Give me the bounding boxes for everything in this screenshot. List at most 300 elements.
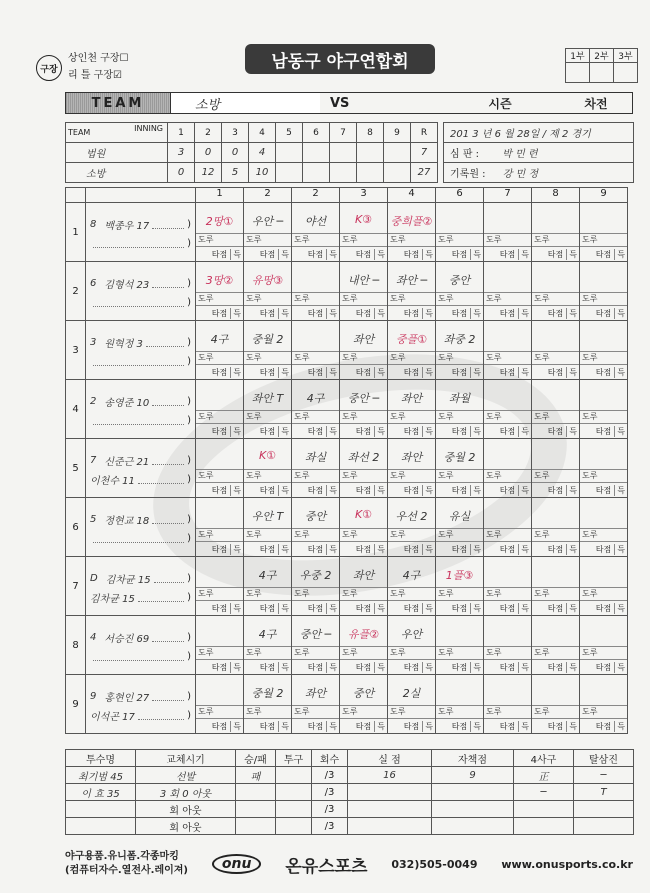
steal-label: 도루 bbox=[436, 410, 483, 423]
pitcher-er[interactable]: 9 bbox=[432, 767, 514, 784]
footer-url[interactable]: www.onusports.co.kr bbox=[501, 857, 633, 871]
at-bat-cell[interactable] bbox=[580, 557, 628, 616]
at-bat-cell[interactable] bbox=[484, 675, 532, 734]
score-cell[interactable]: 0 bbox=[222, 143, 249, 163]
score-label: 득 bbox=[374, 544, 385, 555]
player-position: 5 bbox=[90, 514, 97, 525]
grid-corner bbox=[66, 188, 86, 203]
at-bat-result: 2땅① bbox=[205, 215, 234, 228]
score-label: 득 bbox=[518, 485, 529, 496]
inning-col-3: 3 bbox=[222, 123, 249, 143]
rbi-label: 타점 bbox=[595, 426, 612, 436]
player-cell[interactable] bbox=[86, 321, 196, 380]
at-bat-cell[interactable] bbox=[532, 557, 580, 616]
at-bat-cell[interactable] bbox=[436, 439, 484, 498]
player-position: 8 bbox=[90, 219, 97, 230]
inning-col-6: 6 bbox=[303, 123, 330, 143]
rbi-label: 타점 bbox=[451, 603, 468, 613]
rbi-row bbox=[196, 305, 243, 320]
steal-label: 도루 bbox=[388, 233, 435, 246]
pitcher-pitches[interactable] bbox=[276, 767, 312, 784]
at-bat-cell[interactable] bbox=[580, 380, 628, 439]
pitcher-when[interactable]: 회 아웃 bbox=[136, 801, 236, 818]
pitcher-ip[interactable]: /3 bbox=[312, 818, 348, 835]
score-label: 득 bbox=[278, 426, 289, 437]
at-bat-cell[interactable] bbox=[244, 262, 292, 321]
score-cell[interactable] bbox=[357, 143, 384, 163]
steal-label: 도루 bbox=[196, 587, 243, 600]
score-cell[interactable] bbox=[357, 163, 384, 183]
pitcher-er[interactable] bbox=[432, 801, 514, 818]
rbi-row bbox=[580, 659, 627, 674]
at-bat-cell[interactable] bbox=[340, 321, 388, 380]
at-bat-result: 1플③ bbox=[445, 569, 474, 582]
score-label: 득 bbox=[326, 485, 337, 496]
at-bat-cell[interactable] bbox=[340, 380, 388, 439]
pitcher-runs[interactable] bbox=[348, 801, 432, 818]
score-cell[interactable] bbox=[384, 163, 411, 183]
score-cell[interactable] bbox=[303, 143, 330, 163]
at-bat-cell[interactable] bbox=[388, 262, 436, 321]
score-cell[interactable] bbox=[276, 163, 303, 183]
score-cell[interactable]: 0 bbox=[195, 143, 222, 163]
rbi-row bbox=[292, 718, 339, 733]
game-date[interactable]: 201 3 년 6 월 28일 / 제 2 경기 bbox=[444, 123, 634, 143]
umpire-field[interactable] bbox=[444, 143, 634, 163]
at-bat-cell[interactable] bbox=[340, 262, 388, 321]
at-bat-result: 좌선 2 bbox=[347, 451, 380, 464]
at-bat-cell[interactable] bbox=[196, 321, 244, 380]
at-bat-cell[interactable] bbox=[532, 380, 580, 439]
score-cell[interactable] bbox=[303, 163, 330, 183]
score-cell[interactable]: 3 bbox=[168, 143, 195, 163]
score-cell[interactable]: 5 bbox=[222, 163, 249, 183]
score-label: 득 bbox=[566, 603, 577, 614]
score-label: 득 bbox=[374, 721, 385, 732]
pitcher-runs[interactable]: 16 bbox=[348, 767, 432, 784]
score-cell[interactable]: 12 bbox=[195, 163, 222, 183]
pitcher-name[interactable]: 최기범 45 bbox=[66, 767, 136, 784]
at-bat-cell[interactable] bbox=[436, 557, 484, 616]
steal-label: 도루 bbox=[340, 705, 387, 718]
at-bat-cell[interactable] bbox=[340, 498, 388, 557]
paren: ) bbox=[187, 573, 191, 584]
pitcher-pitches[interactable] bbox=[276, 784, 312, 801]
score-cell[interactable] bbox=[330, 143, 357, 163]
player-position: 9 bbox=[90, 691, 97, 702]
batting-order: 4 bbox=[66, 380, 86, 439]
at-bat-cell[interactable] bbox=[388, 498, 436, 557]
steal-label: 도루 bbox=[580, 469, 627, 482]
batting-order: 2 bbox=[66, 262, 86, 321]
at-bat-cell[interactable] bbox=[436, 498, 484, 557]
rbi-label: 타점 bbox=[307, 308, 324, 318]
at-bat-cell[interactable] bbox=[244, 439, 292, 498]
at-bat-cell[interactable] bbox=[580, 675, 628, 734]
part-2-box[interactable] bbox=[590, 63, 614, 83]
inning-corner bbox=[66, 123, 168, 143]
at-bat-cell[interactable] bbox=[388, 380, 436, 439]
at-bat-result: 중안 bbox=[304, 510, 327, 523]
at-bat-result: 우중 2 bbox=[299, 569, 332, 582]
rbi-label: 타점 bbox=[403, 662, 420, 672]
recorder-field[interactable] bbox=[444, 163, 634, 183]
pitcher-when[interactable]: 3 회 0 아웃 bbox=[136, 784, 236, 801]
steal-label: 도루 bbox=[436, 528, 483, 541]
at-bat-cell[interactable] bbox=[436, 203, 484, 262]
rbi-row bbox=[580, 482, 627, 497]
at-bat-cell[interactable] bbox=[580, 616, 628, 675]
rbi-row bbox=[580, 423, 627, 438]
steal-label: 도루 bbox=[196, 233, 243, 246]
at-bat-cell[interactable] bbox=[340, 439, 388, 498]
at-bat-cell[interactable] bbox=[436, 321, 484, 380]
score-cell[interactable]: 27 bbox=[411, 163, 438, 183]
at-bat-cell[interactable] bbox=[244, 498, 292, 557]
at-bat-cell[interactable] bbox=[196, 203, 244, 262]
player-cell[interactable] bbox=[86, 439, 196, 498]
score-cell[interactable]: 7 bbox=[411, 143, 438, 163]
at-bat-cell[interactable] bbox=[196, 675, 244, 734]
pitcher-so[interactable]: ─ bbox=[574, 767, 634, 784]
pitching-header: 4사구 bbox=[514, 750, 574, 767]
at-bat-cell[interactable] bbox=[340, 203, 388, 262]
at-bat-cell[interactable] bbox=[436, 380, 484, 439]
at-bat-cell[interactable] bbox=[196, 557, 244, 616]
rbi-label: 타점 bbox=[355, 426, 372, 436]
at-bat-cell[interactable] bbox=[244, 675, 292, 734]
rbi-label: 타점 bbox=[499, 662, 516, 672]
player-position: D bbox=[90, 573, 98, 584]
at-bat-cell[interactable] bbox=[484, 203, 532, 262]
pitcher-pitches[interactable] bbox=[276, 801, 312, 818]
pitcher-wl[interactable]: 패 bbox=[236, 767, 276, 784]
score-cell[interactable] bbox=[330, 163, 357, 183]
part-3-box[interactable] bbox=[614, 63, 638, 83]
at-bat-cell[interactable] bbox=[532, 616, 580, 675]
rbi-row bbox=[436, 659, 483, 674]
at-bat-cell[interactable] bbox=[388, 321, 436, 380]
pitcher-ip[interactable]: /3 bbox=[312, 784, 348, 801]
at-bat-cell[interactable] bbox=[196, 498, 244, 557]
at-bat-cell[interactable] bbox=[292, 203, 340, 262]
steal-label: 도루 bbox=[196, 351, 243, 364]
rbi-row bbox=[196, 423, 243, 438]
pitcher-bb[interactable]: 正 bbox=[514, 767, 574, 784]
steal-label: 도루 bbox=[340, 292, 387, 305]
rbi-row bbox=[340, 423, 387, 438]
steal-label: 도루 bbox=[196, 528, 243, 541]
score-label: 득 bbox=[374, 662, 385, 673]
steal-label: 도루 bbox=[340, 410, 387, 423]
pitching-header: 자책점 bbox=[432, 750, 514, 767]
score-label: 득 bbox=[422, 367, 433, 378]
pitcher-wl[interactable] bbox=[236, 818, 276, 835]
score-team-name: 법원 bbox=[66, 143, 168, 163]
gujang-option-1[interactable]: 상인천 구장☐ bbox=[68, 53, 129, 64]
steal-label: 도루 bbox=[244, 351, 291, 364]
dotted-line bbox=[93, 653, 184, 661]
at-bat-cell[interactable] bbox=[292, 675, 340, 734]
score-label: 득 bbox=[422, 544, 433, 555]
score-cell[interactable] bbox=[384, 143, 411, 163]
score-label: 득 bbox=[566, 662, 577, 673]
rbi-row bbox=[340, 541, 387, 556]
steal-label: 도루 bbox=[196, 705, 243, 718]
at-bat-cell[interactable] bbox=[580, 321, 628, 380]
at-bat-cell[interactable] bbox=[388, 616, 436, 675]
rbi-label: 타점 bbox=[499, 721, 516, 731]
part-2-label: 2부 bbox=[590, 49, 614, 63]
pitcher-wl[interactable] bbox=[236, 784, 276, 801]
at-bat-cell[interactable] bbox=[292, 616, 340, 675]
inning-head: INNING bbox=[134, 124, 163, 133]
steal-label: 도루 bbox=[388, 410, 435, 423]
score-label: 득 bbox=[374, 249, 385, 260]
at-bat-cell[interactable] bbox=[484, 439, 532, 498]
at-bat-cell[interactable] bbox=[340, 675, 388, 734]
rbi-label: 타점 bbox=[307, 426, 324, 436]
rbi-label: 타점 bbox=[499, 367, 516, 377]
score-label: 득 bbox=[422, 249, 433, 260]
at-bat-cell[interactable] bbox=[580, 498, 628, 557]
player-name: 백종우 17 bbox=[104, 221, 150, 232]
pitcher-er[interactable] bbox=[432, 784, 514, 801]
rbi-label: 타점 bbox=[547, 603, 564, 613]
at-bat-cell[interactable] bbox=[244, 203, 292, 262]
rbi-label: 타점 bbox=[499, 544, 516, 554]
rbi-row bbox=[340, 246, 387, 261]
steal-label: 도루 bbox=[244, 292, 291, 305]
player-cell[interactable] bbox=[86, 203, 196, 262]
score-label: 득 bbox=[614, 426, 625, 437]
at-bat-cell[interactable] bbox=[244, 321, 292, 380]
batting-order: 3 bbox=[66, 321, 86, 380]
rbi-row bbox=[532, 659, 579, 674]
pitcher-name[interactable] bbox=[66, 801, 136, 818]
brand-name: 온유스포츠 bbox=[285, 856, 368, 877]
inning-col-4: 4 bbox=[249, 123, 276, 143]
at-bat-result: 중안 ─ bbox=[347, 392, 380, 405]
score-label: 득 bbox=[326, 662, 337, 673]
steal-label: 도루 bbox=[340, 351, 387, 364]
sub-player-name: 김차균 15 bbox=[90, 594, 135, 605]
pitcher-pitches[interactable] bbox=[276, 818, 312, 835]
steal-label: 도루 bbox=[388, 587, 435, 600]
score-row-home bbox=[66, 163, 438, 183]
pitcher-er[interactable] bbox=[432, 818, 514, 835]
score-label: 득 bbox=[374, 426, 385, 437]
rbi-row bbox=[388, 659, 435, 674]
score-label: 득 bbox=[518, 603, 529, 614]
gujang-option-2[interactable]: 리 틀 구장☑ bbox=[68, 70, 122, 81]
rbi-label: 타점 bbox=[595, 308, 612, 318]
pitcher-when[interactable]: 회 아웃 bbox=[136, 818, 236, 835]
at-bat-cell[interactable] bbox=[292, 262, 340, 321]
pitcher-so[interactable] bbox=[574, 818, 634, 835]
dotted-line bbox=[152, 221, 184, 229]
at-bat-cell[interactable] bbox=[388, 203, 436, 262]
at-bat-cell[interactable] bbox=[292, 321, 340, 380]
pitcher-bb[interactable]: ─ bbox=[514, 784, 574, 801]
at-bat-cell[interactable] bbox=[196, 262, 244, 321]
score-cell[interactable]: 0 bbox=[168, 163, 195, 183]
steal-label: 도루 bbox=[292, 587, 339, 600]
at-bat-result: 중희플② bbox=[390, 215, 433, 228]
steal-label: 도루 bbox=[532, 469, 579, 482]
rbi-row bbox=[340, 718, 387, 733]
at-bat-cell[interactable] bbox=[484, 321, 532, 380]
pitcher-wl[interactable] bbox=[236, 801, 276, 818]
at-bat-cell[interactable] bbox=[484, 380, 532, 439]
at-bat-cell[interactable] bbox=[532, 675, 580, 734]
pitcher-bb[interactable] bbox=[514, 801, 574, 818]
pitcher-name[interactable]: 이 효 35 bbox=[66, 784, 136, 801]
steal-label: 도루 bbox=[340, 646, 387, 659]
at-bat-cell[interactable] bbox=[580, 262, 628, 321]
at-bat-result: 4구 bbox=[402, 569, 421, 582]
at-bat-cell[interactable] bbox=[388, 675, 436, 734]
at-bat-result: 3땅② bbox=[205, 274, 234, 287]
rbi-row bbox=[244, 659, 291, 674]
rbi-label: 타점 bbox=[211, 544, 228, 554]
footer-services: (컴퓨터자수.열전사.레이져) bbox=[65, 865, 188, 876]
at-bat-cell[interactable] bbox=[340, 616, 388, 675]
score-cell[interactable] bbox=[276, 143, 303, 163]
rbi-row bbox=[196, 246, 243, 261]
rbi-row bbox=[388, 482, 435, 497]
player-cell[interactable] bbox=[86, 557, 196, 616]
steal-label: 도루 bbox=[532, 351, 579, 364]
at-bat-cell[interactable] bbox=[388, 557, 436, 616]
at-bat-result: 좌안 bbox=[400, 451, 423, 464]
team-name[interactable]: 소방 bbox=[170, 93, 320, 113]
player-cell[interactable] bbox=[86, 498, 196, 557]
steal-label: 도루 bbox=[532, 646, 579, 659]
steal-label: 도루 bbox=[484, 292, 531, 305]
pitcher-name[interactable] bbox=[66, 818, 136, 835]
at-bat-result: 4구 bbox=[210, 333, 229, 346]
steal-label: 도루 bbox=[484, 528, 531, 541]
steal-label: 도루 bbox=[340, 469, 387, 482]
rbi-label: 타점 bbox=[595, 544, 612, 554]
at-bat-cell[interactable] bbox=[580, 203, 628, 262]
at-bat-result: K③ bbox=[354, 213, 373, 226]
at-bat-cell[interactable] bbox=[484, 498, 532, 557]
rbi-row bbox=[580, 305, 627, 320]
inning-col-7: 7 bbox=[330, 123, 357, 143]
pitcher-runs[interactable] bbox=[348, 784, 432, 801]
at-bat-cell[interactable] bbox=[532, 321, 580, 380]
at-bat-cell[interactable] bbox=[388, 439, 436, 498]
at-bat-cell[interactable] bbox=[196, 439, 244, 498]
rbi-label: 타점 bbox=[547, 367, 564, 377]
at-bat-cell[interactable] bbox=[196, 380, 244, 439]
at-bat-cell[interactable] bbox=[244, 557, 292, 616]
at-bat-cell[interactable] bbox=[436, 616, 484, 675]
rbi-row bbox=[292, 246, 339, 261]
rbi-label: 타점 bbox=[307, 544, 324, 554]
pitcher-runs[interactable] bbox=[348, 818, 432, 835]
at-bat-cell[interactable] bbox=[244, 380, 292, 439]
at-bat-result: K① bbox=[354, 508, 373, 521]
player-cell[interactable] bbox=[86, 380, 196, 439]
player-cell[interactable] bbox=[86, 675, 196, 734]
at-bat-cell[interactable] bbox=[292, 498, 340, 557]
footer-phone[interactable]: 032)505-0049 bbox=[391, 857, 478, 871]
player-cell[interactable] bbox=[86, 262, 196, 321]
rbi-label: 타점 bbox=[355, 367, 372, 377]
batter-row bbox=[66, 498, 628, 557]
at-bat-cell[interactable] bbox=[532, 203, 580, 262]
batter-row bbox=[66, 675, 628, 734]
player-cell[interactable] bbox=[86, 616, 196, 675]
paren: ) bbox=[187, 337, 191, 348]
at-bat-cell[interactable] bbox=[484, 616, 532, 675]
steal-label: 도루 bbox=[292, 292, 339, 305]
at-bat-cell[interactable] bbox=[580, 439, 628, 498]
rbi-label: 타점 bbox=[403, 308, 420, 318]
pitcher-so[interactable]: T bbox=[574, 784, 634, 801]
score-label: 득 bbox=[326, 544, 337, 555]
at-bat-cell[interactable] bbox=[292, 380, 340, 439]
at-bat-cell[interactable] bbox=[484, 262, 532, 321]
rbi-row bbox=[244, 600, 291, 615]
pitcher-when[interactable]: 선발 bbox=[136, 767, 236, 784]
player-position: 6 bbox=[90, 278, 97, 289]
at-bat-cell[interactable] bbox=[244, 616, 292, 675]
rbi-label: 타점 bbox=[595, 249, 612, 259]
rbi-label: 타점 bbox=[403, 367, 420, 377]
pitcher-ip[interactable]: /3 bbox=[312, 801, 348, 818]
rbi-label: 타점 bbox=[499, 308, 516, 318]
rbi-row bbox=[580, 246, 627, 261]
pitcher-ip[interactable]: /3 bbox=[312, 767, 348, 784]
score-label: 득 bbox=[278, 544, 289, 555]
dotted-line bbox=[152, 634, 184, 642]
at-bat-cell[interactable] bbox=[436, 675, 484, 734]
score-label: 득 bbox=[470, 721, 481, 732]
rbi-row bbox=[388, 718, 435, 733]
rbi-row bbox=[388, 541, 435, 556]
player-name: 김형석 23 bbox=[104, 280, 150, 291]
rbi-row bbox=[436, 305, 483, 320]
steal-label: 도루 bbox=[580, 528, 627, 541]
rbi-label: 타점 bbox=[547, 308, 564, 318]
at-bat-cell[interactable] bbox=[196, 616, 244, 675]
at-bat-cell[interactable] bbox=[292, 439, 340, 498]
part-1-box[interactable] bbox=[566, 63, 590, 83]
score-cell[interactable]: 4 bbox=[249, 143, 276, 163]
steal-label: 도루 bbox=[580, 351, 627, 364]
rbi-row bbox=[388, 364, 435, 379]
pitcher-bb[interactable] bbox=[514, 818, 574, 835]
at-bat-cell[interactable] bbox=[532, 262, 580, 321]
steal-label: 도루 bbox=[244, 705, 291, 718]
at-bat-cell[interactable] bbox=[532, 498, 580, 557]
at-bat-cell[interactable] bbox=[532, 439, 580, 498]
at-bat-cell[interactable] bbox=[484, 557, 532, 616]
rbi-label: 타점 bbox=[595, 603, 612, 613]
at-bat-cell[interactable] bbox=[340, 557, 388, 616]
pitcher-so[interactable] bbox=[574, 801, 634, 818]
at-bat-cell[interactable] bbox=[292, 557, 340, 616]
score-cell[interactable]: 10 bbox=[249, 163, 276, 183]
rbi-row bbox=[340, 305, 387, 320]
rbi-row bbox=[436, 600, 483, 615]
at-bat-cell[interactable] bbox=[436, 262, 484, 321]
steal-label: 도루 bbox=[436, 469, 483, 482]
